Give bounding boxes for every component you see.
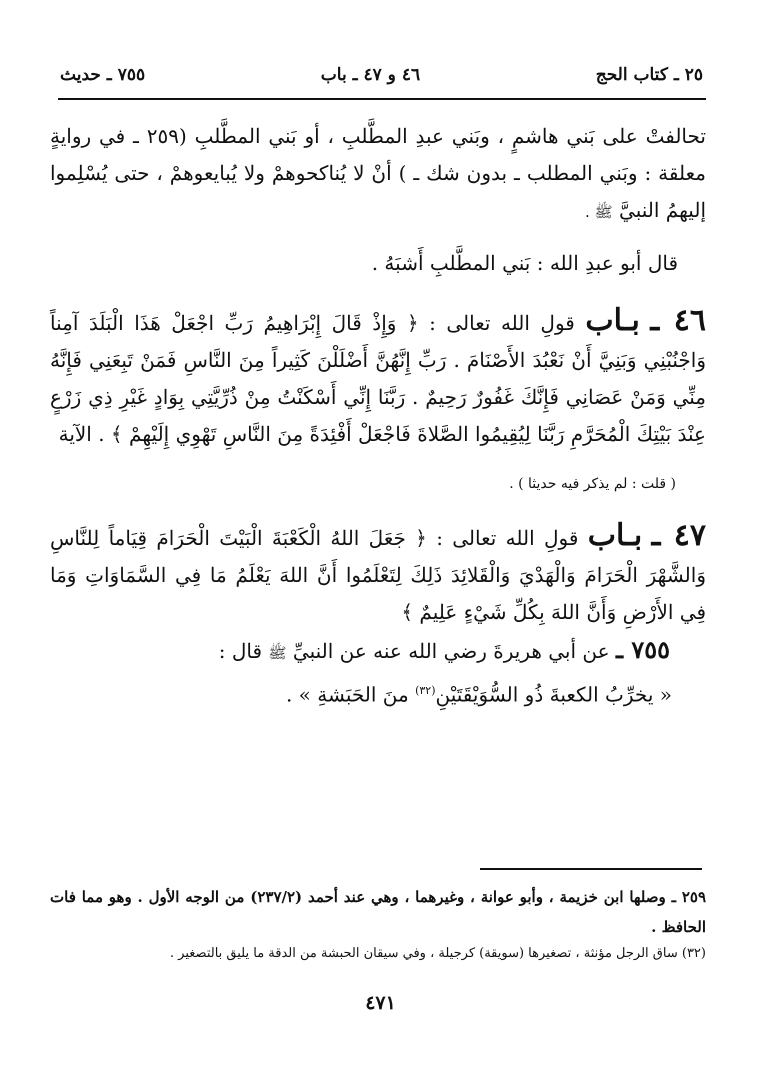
hadith-number: ٧٥٥ ـ	[615, 635, 670, 664]
chapter-46	[50, 302, 706, 453]
hadith-text: عن أبي هريرةَ رضي الله عنه عن النبيِّ	[292, 639, 610, 663]
salutation-glyph: ﷺ .	[585, 203, 613, 221]
chapter-label: بـاب	[587, 518, 643, 553]
salutation-glyph: ﷺ	[268, 644, 287, 662]
page-number: ٤٧١	[365, 992, 396, 1014]
chapter-label: بـاب	[585, 303, 640, 338]
paragraph-text: تحالفتْ على بَني هاشمٍ ، وبَني عبدِ المطَّلبِ ، أو بَني المطَّلبِ (٢٥٩ ـ في روايةٍ معلقة : وبَني المطلب ـ بدون شك ـ ) أنْ لا يُناكحوهمْ ولا يُبايعوهمْ ، حتى يُسْلِموا إليهمُ النبيَّ	[50, 124, 706, 222]
running-header	[60, 60, 703, 90]
author-comment: قال أبو عبدِ الله : بَني المطَّلبِ أَشبَهُ .	[371, 251, 678, 275]
header-hadith-number: ٧٥٥ ـ حديث	[60, 65, 146, 85]
hadith-755	[50, 631, 670, 672]
footnote-32: (٣٢) ساق الرجل مؤنثة ، تصغيرها (سويقة) كرجيلة ، وفي سيقان الحبشة من الدقة ما يليق بالتصغير .	[169, 946, 706, 961]
chapter-number: ٤٦ ـ	[650, 303, 707, 338]
hadith-qala: قال :	[218, 639, 263, 663]
quote-text-before: « يخرِّبُ الكعبةَ ذُو السُّوَيْقَتَيْنِ	[435, 682, 672, 707]
footnote-marker: (٣٢)	[415, 684, 436, 697]
header-chapter: ٤٦ و ٤٧ ـ باب	[320, 65, 421, 85]
chapter-text: قولِ الله تعالى : ﴿ وَإِذْ قَالَ إِبْرَاهِيمُ رَبِّ اجْعَلْ هَذَا الْبَلَدَ آمِناً وَاجْنُبْنِي وَبَنِيَّ أَنْ نَعْبُدَ الأَصْنَامَ . رَبِّ إِنَّهُنَّ أَضْلَلْنَ كَثِيراً مِنَ النَّاسِ فَمَنْ تَبِعَنِي فَإِنَّهُ مِنِّي وَمَنْ عَصَانِي فَإِنَّكَ غَفُورٌ رَحِيمٌ . رَبَّنَا إِنِّي أَسْكَنْتُ مِنْ ذُرِّيَّتِي بِوَادٍ غَيْرِ ذِي زَرْعٍ عِنْدَ بَيْتِكَ الْمُحَرَّمِ رَبَّنَا لِيُقِيمُوا الصَّلاةَ فَاجْعَلْ أَفْئِدَةً مِنَ النَّاسِ تَهْوِي إِلَيْهِمْ ﴾ . الآية	[50, 311, 706, 446]
editor-note: ( قلت : لم يذكر فيه حديثا ) .	[509, 476, 676, 492]
footnote-divider	[480, 868, 702, 870]
chapter-number: ٤٧ ـ	[651, 518, 707, 553]
hadith-quote	[50, 672, 672, 714]
paragraph-continuation	[50, 118, 706, 231]
quote-text-after: منَ الحَبَشةِ » .	[285, 682, 409, 707]
footnotes	[50, 882, 706, 966]
chapter-47	[50, 517, 706, 631]
header-divider	[58, 98, 706, 100]
chapter-text: قولِ الله تعالى : ﴿ جَعَلَ اللهُ الْكَعْبَةَ الْبَيْتَ الْحَرَامَ قِيَاماً لِلنَّاسِ وَالشَّهْرَ الْحَرَامَ وَالْهَدْيَ وَالْقَلائِدَ ذَلِكَ لِتَعْلَمُوا أَنَّ اللهَ يَعْلَمُ مَا فِي السَّمَاوَاتِ وَمَا فِي الأَرْضِ وَأَنَّ اللهَ بِكُلِّ شَيْءٍ عَلِيمٌ ﴾	[50, 526, 706, 624]
main-text	[50, 118, 706, 714]
header-book-title: ٢٥ ـ كتاب الحج	[595, 65, 703, 85]
footnote-259: ٢٥٩ ـ وصلها ابن خزيمة ، وأبو عوانة ، وغيرهما ، وهي عند أحمد (٢٣٧/٢) من الوجه الأول . وهو مما فات الحافظ .	[50, 888, 706, 936]
